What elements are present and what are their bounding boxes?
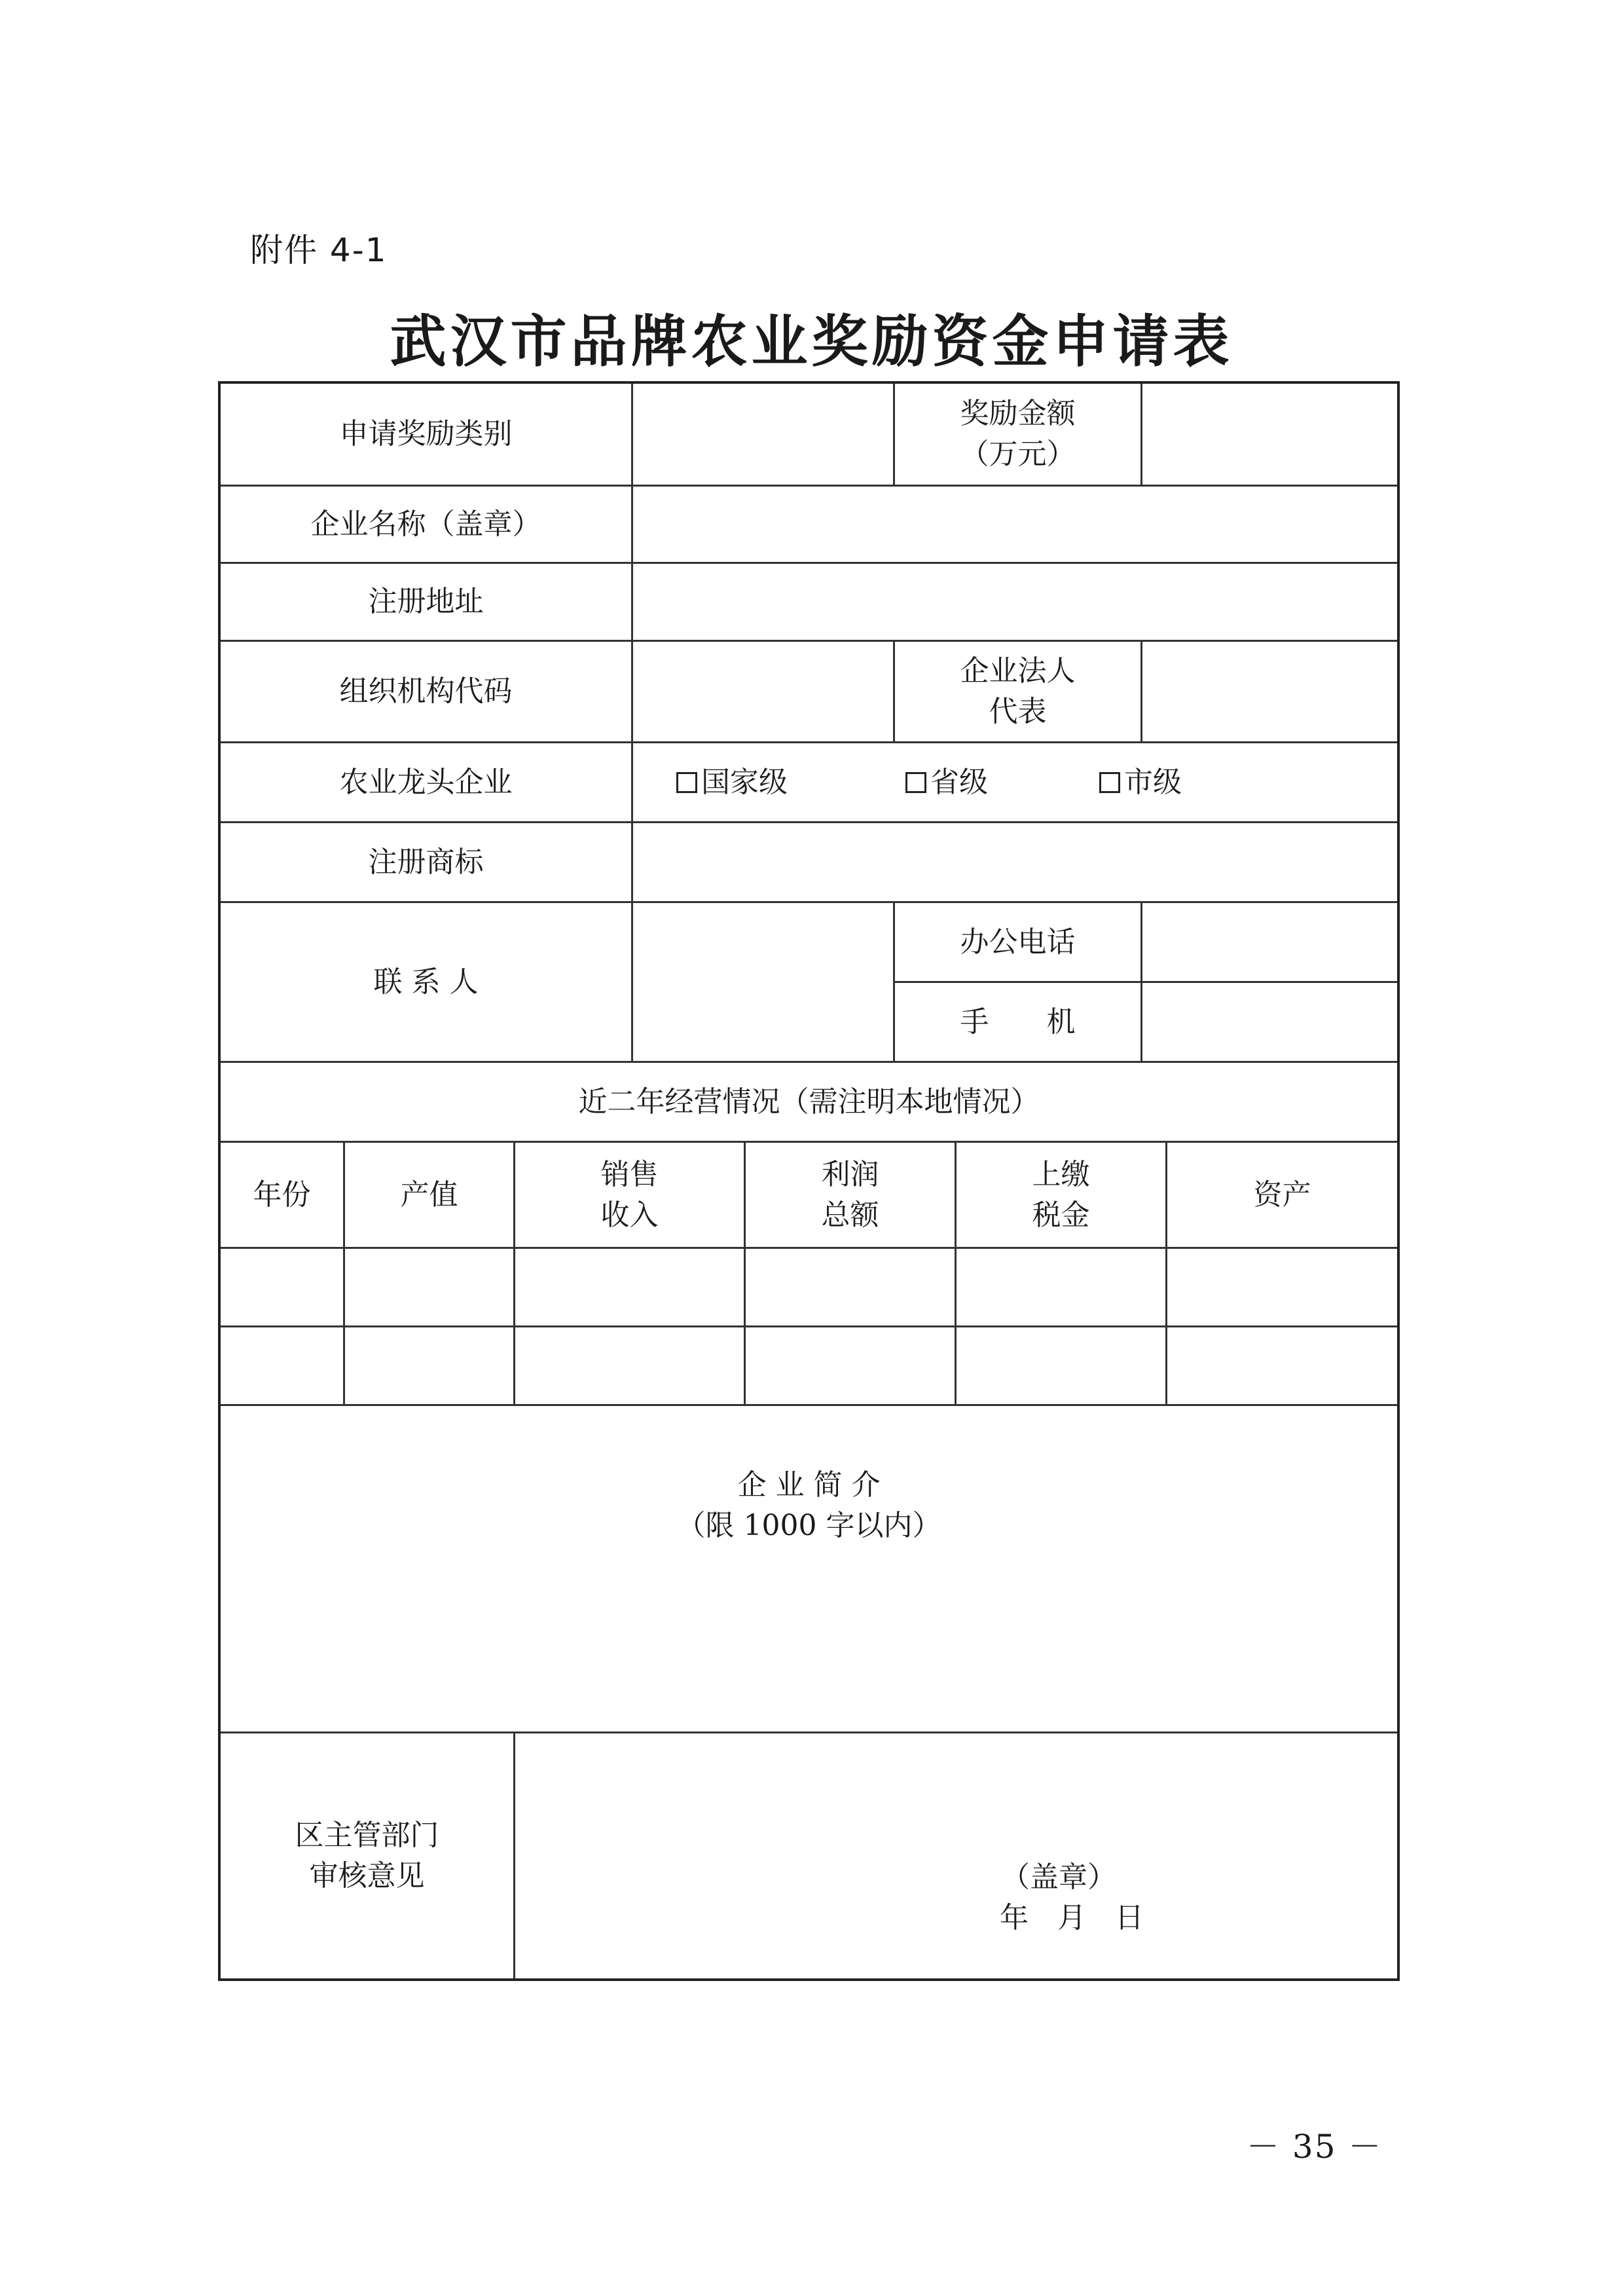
mobile-label: 手 机 bbox=[960, 1005, 1076, 1039]
table-cell[interactable] bbox=[746, 1249, 955, 1325]
legal-rep-label: 企业法人 代表 bbox=[960, 654, 1076, 728]
table-cell[interactable] bbox=[345, 1249, 513, 1325]
column-header-profit: 利润 总额 bbox=[821, 1157, 879, 1232]
org-code-label: 组织机构代码 bbox=[339, 675, 513, 709]
checkbox-national[interactable] bbox=[676, 772, 697, 793]
registered-address-field[interactable] bbox=[633, 564, 1397, 640]
option-provincial-label: 省级 bbox=[930, 765, 988, 799]
column-header-tax: 上缴 税金 bbox=[1032, 1157, 1090, 1232]
seal-label: （盖章） bbox=[1001, 1861, 1116, 1895]
table-cell[interactable] bbox=[515, 1249, 744, 1325]
column-header-assets: 资产 bbox=[1253, 1177, 1311, 1212]
table-cell[interactable] bbox=[515, 1327, 744, 1404]
option-municipal-label: 市级 bbox=[1124, 765, 1182, 799]
application-form bbox=[218, 381, 1400, 1981]
table-cell[interactable] bbox=[1167, 1327, 1397, 1404]
trademark-field[interactable] bbox=[633, 823, 1397, 901]
contact-label: 联 系 人 bbox=[373, 965, 479, 999]
legal-rep-field[interactable] bbox=[1142, 642, 1397, 741]
table-cell[interactable] bbox=[221, 1249, 343, 1325]
award-amount-label: 奖励金额 （万元） bbox=[960, 397, 1076, 471]
award-amount-field[interactable] bbox=[1142, 384, 1397, 485]
org-code-field[interactable] bbox=[633, 642, 893, 741]
option-municipal[interactable] bbox=[1099, 743, 1263, 821]
company-name-field[interactable] bbox=[633, 487, 1397, 562]
attachment-label: 附件 4-1 bbox=[250, 231, 388, 269]
award-category-label: 申请奖励类别 bbox=[339, 417, 513, 451]
option-national-label: 国家级 bbox=[701, 765, 788, 799]
option-national[interactable] bbox=[676, 743, 873, 821]
trademark-label: 注册商标 bbox=[368, 845, 484, 879]
page-title: 武汉市品牌农业奖励资金申请表 bbox=[390, 308, 1233, 375]
option-provincial[interactable] bbox=[905, 743, 1069, 821]
table-cell[interactable] bbox=[1167, 1249, 1397, 1325]
column-header-output: 产值 bbox=[400, 1177, 458, 1212]
page-number: － 35 － bbox=[1247, 2128, 1383, 2166]
review-label: 区主管部门 审核意见 bbox=[295, 1819, 439, 1893]
table-cell[interactable] bbox=[957, 1327, 1165, 1404]
operations-header: 近二年经营情况（需注明本地情况） bbox=[578, 1084, 1040, 1119]
office-phone-field[interactable] bbox=[1142, 903, 1397, 981]
table-cell[interactable] bbox=[746, 1327, 955, 1404]
date-label: 年 月 日 bbox=[1000, 1901, 1144, 1935]
column-header-year: 年份 bbox=[253, 1177, 311, 1212]
award-category-field[interactable] bbox=[633, 384, 893, 485]
leading-enterprise-label: 农业龙头企业 bbox=[339, 765, 513, 799]
company-name-label: 企业名称（盖章） bbox=[310, 507, 541, 541]
office-phone-label: 办公电话 bbox=[960, 925, 1076, 959]
company-intro-label: 企 业 简 介 （限 1000 字以内） bbox=[676, 1468, 941, 1542]
checkbox-provincial[interactable] bbox=[905, 772, 926, 793]
contact-field[interactable] bbox=[633, 903, 893, 1061]
checkbox-municipal[interactable] bbox=[1099, 772, 1120, 793]
review-field[interactable] bbox=[515, 1733, 1397, 1978]
mobile-field[interactable] bbox=[1142, 983, 1397, 1061]
table-cell[interactable] bbox=[221, 1327, 343, 1404]
table-cell[interactable] bbox=[957, 1249, 1165, 1325]
registered-address-label: 注册地址 bbox=[368, 585, 484, 619]
column-header-sales: 销售 收入 bbox=[600, 1157, 659, 1232]
table-cell[interactable] bbox=[345, 1327, 513, 1404]
